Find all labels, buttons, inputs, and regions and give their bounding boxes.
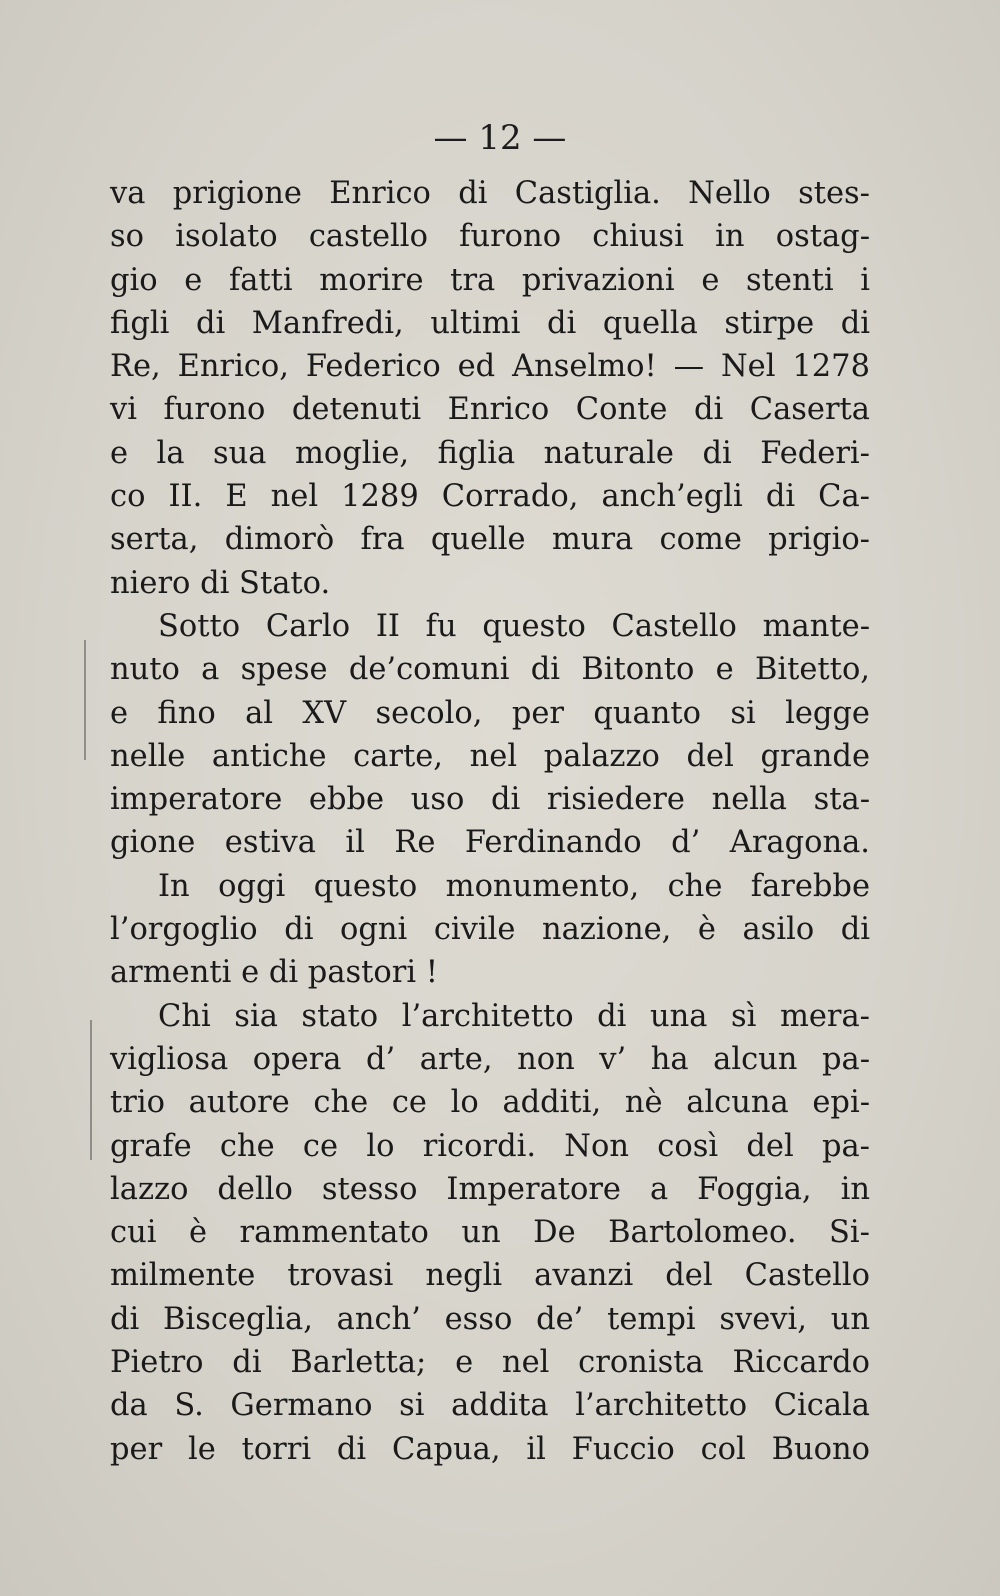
text-line: gio e fatti morire tra privazioni e stenti i bbox=[110, 262, 870, 298]
text-line: In oggi questo monumento, che farebbe bbox=[158, 868, 870, 904]
text-line: nelle antiche carte, nel palazzo del grande bbox=[110, 738, 870, 774]
text-line: armenti e di pastori ! bbox=[110, 955, 439, 991]
text-line: e fino al XV secolo, per quanto si legge bbox=[110, 695, 870, 731]
text-line: l’orgoglio di ogni civile nazione, è asilo di bbox=[110, 912, 870, 948]
text-line: e la sua moglie, figlia naturale di Federi- bbox=[110, 435, 870, 471]
margin-mark bbox=[90, 1020, 92, 1160]
body-text bbox=[110, 172, 870, 1471]
margin-mark bbox=[84, 640, 86, 760]
text-line: va prigione Enrico di Castiglia. Nello stes- bbox=[110, 176, 870, 211]
text-line: gione estiva il Re Ferdinando d’ Aragona. bbox=[110, 825, 870, 861]
text-line: Chi sia stato l’architetto di una sì mera- bbox=[158, 998, 870, 1034]
text-line: vigliosa opera d’ arte, non v’ ha alcun pa- bbox=[110, 1041, 870, 1077]
text-line: co II. E nel 1289 Corrado, anch’egli di Ca- bbox=[110, 479, 870, 515]
text-line: nuto a spese de’comuni di Bitonto e Bitetto, bbox=[110, 652, 870, 688]
text-line: figli di Manfredi, ultimi di quella stirpe di bbox=[110, 305, 870, 341]
text-line: cui è rammentato un De Bartolomeo. Si- bbox=[110, 1215, 870, 1251]
text-line: niero di Stato. bbox=[110, 565, 331, 601]
text-line: vi furono detenuti Enrico Conte di Caserta bbox=[110, 392, 870, 428]
text-line: da S. Germano si addita l’architetto Cicala bbox=[110, 1388, 870, 1424]
text-line: di Bisceglia, anch’ esso de’ tempi svevi, un bbox=[110, 1301, 870, 1337]
text-line: per le torri di Capua, il Fuccio col Buono bbox=[110, 1431, 870, 1467]
page-number: — 12 — bbox=[433, 118, 567, 158]
text-line: grafe che ce lo ricordi. Non così del pa- bbox=[110, 1128, 870, 1164]
text-line: milmente trovasi negli avanzi del Castello bbox=[110, 1258, 870, 1294]
text-line: lazzo dello stesso Imperatore a Foggia, in bbox=[110, 1171, 870, 1207]
text-line: Sotto Carlo II fu questo Castello mante- bbox=[158, 608, 870, 644]
text-line: Pietro di Barletta; e nel cronista Riccardo bbox=[110, 1345, 870, 1381]
text-line: serta, dimorò fra quelle mura come prigio- bbox=[110, 522, 870, 558]
text-line: trio autore che ce lo additi, nè alcuna epi- bbox=[110, 1085, 870, 1121]
text-line: imperatore ebbe uso di risiedere nella sta- bbox=[110, 782, 870, 818]
text-line: Re, Enrico, Federico ed Anselmo! — Nel 1278 bbox=[110, 349, 870, 385]
text-line: so isolato castello furono chiusi in ostag- bbox=[110, 219, 870, 255]
